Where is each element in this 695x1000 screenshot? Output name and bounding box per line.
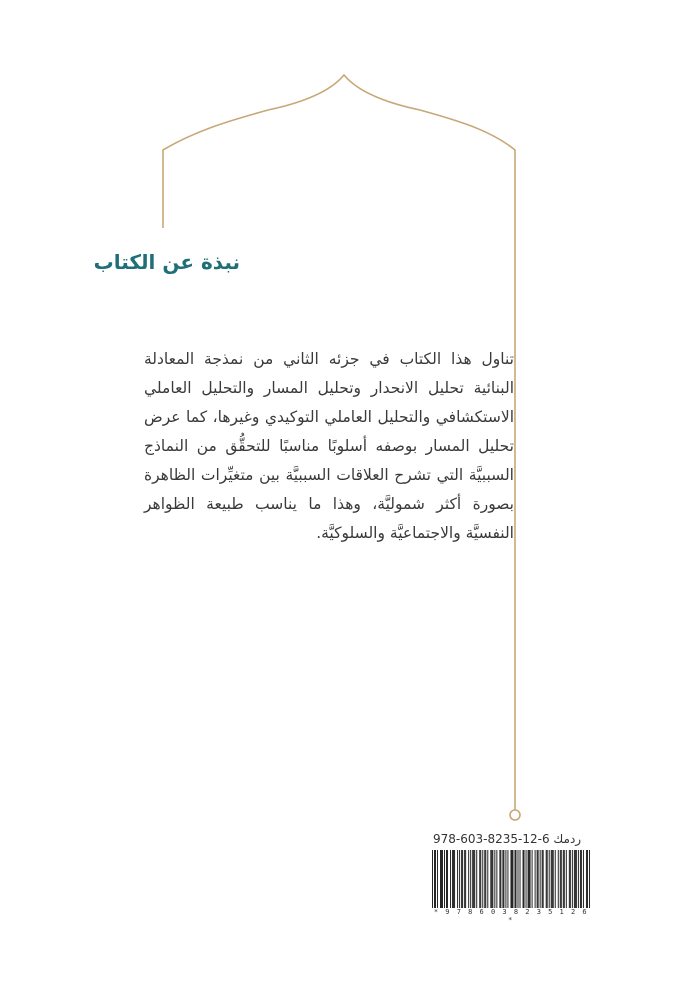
barcode-bar bbox=[432, 850, 433, 908]
barcode-bar bbox=[535, 850, 536, 908]
barcode-bar bbox=[447, 850, 448, 908]
barcode-bar bbox=[529, 850, 530, 908]
barcode-bar bbox=[441, 850, 442, 908]
barcode-bar bbox=[490, 850, 491, 908]
barcode-bar bbox=[453, 850, 454, 908]
barcode-bar bbox=[553, 850, 554, 908]
barcode-bar bbox=[580, 850, 581, 908]
barcode-bar bbox=[482, 850, 483, 908]
barcode-bar bbox=[464, 850, 465, 908]
barcode-bar bbox=[524, 850, 525, 908]
barcode-bar bbox=[549, 850, 550, 908]
barcode-bar bbox=[574, 850, 575, 908]
barcode-bar bbox=[474, 850, 475, 908]
barcode-bar bbox=[566, 850, 567, 908]
barcode-bar bbox=[547, 850, 548, 908]
barcode-bar bbox=[513, 850, 514, 908]
barcode-bar bbox=[516, 850, 517, 908]
barcode-bar bbox=[570, 850, 571, 908]
barcode-bar bbox=[454, 850, 455, 908]
barcode-bar bbox=[487, 850, 488, 908]
barcode-bar bbox=[444, 850, 445, 908]
barcode-bar bbox=[480, 850, 481, 908]
barcode-bar bbox=[551, 850, 552, 908]
barcode-bar bbox=[552, 850, 553, 908]
barcode-bar bbox=[496, 850, 497, 908]
barcode-bar bbox=[442, 850, 443, 908]
barcode-bar bbox=[502, 850, 503, 908]
barcode-bar bbox=[542, 850, 543, 908]
barcode-bar bbox=[491, 850, 492, 908]
barcode-bar bbox=[572, 850, 573, 908]
barcode-bar bbox=[563, 850, 564, 908]
barcode-bar bbox=[446, 850, 447, 908]
barcode-bar bbox=[450, 850, 451, 908]
barcode-bar bbox=[532, 850, 533, 908]
barcode-bar bbox=[511, 850, 512, 908]
barcode-bar bbox=[465, 850, 466, 908]
section-title: نبذة عن الكتاب bbox=[93, 250, 240, 274]
barcode-bar bbox=[581, 850, 582, 908]
barcode-bar bbox=[543, 850, 544, 908]
barcode-bar bbox=[546, 850, 547, 908]
barcode-bar bbox=[564, 850, 565, 908]
barcode-bar bbox=[479, 850, 480, 908]
barcode-bar bbox=[503, 850, 504, 908]
barcode-bar bbox=[512, 850, 513, 908]
barcode-bar bbox=[523, 850, 524, 908]
barcode-bar bbox=[500, 850, 501, 908]
barcode-bar bbox=[561, 850, 562, 908]
isbn-label: ردمك bbox=[553, 832, 582, 846]
barcode-bar bbox=[575, 850, 576, 908]
barcode-bar bbox=[507, 850, 508, 908]
barcode-bar bbox=[472, 850, 473, 908]
isbn-value: 978-603-8235-12-6 bbox=[433, 832, 550, 846]
book-description bbox=[144, 345, 514, 548]
barcode-bar bbox=[537, 850, 538, 908]
barcode-bar bbox=[485, 850, 486, 908]
barcode-bar bbox=[499, 850, 500, 908]
barcode-bar bbox=[473, 850, 474, 908]
barcode-bar bbox=[484, 850, 485, 908]
barcode-bar bbox=[583, 850, 584, 908]
barcode-bar bbox=[569, 850, 570, 908]
barcode-bar bbox=[540, 850, 541, 908]
barcode-bar bbox=[526, 850, 527, 908]
barcode-bar bbox=[587, 850, 588, 908]
barcode bbox=[432, 850, 590, 908]
barcode-bar bbox=[457, 850, 458, 908]
barcode-bar bbox=[468, 850, 469, 908]
barcode-bar bbox=[437, 850, 438, 908]
barcode-bar bbox=[494, 850, 495, 908]
barcode-digits: * 9 7 8 6 0 3 8 2 3 5 1 2 6 * bbox=[433, 908, 589, 924]
barcode-bar bbox=[538, 850, 539, 908]
barcode-bar bbox=[555, 850, 556, 908]
barcode-bar bbox=[520, 850, 521, 908]
barcode-bar bbox=[476, 850, 477, 908]
barcode-bar bbox=[462, 850, 463, 908]
barcode-bar bbox=[530, 850, 531, 908]
barcode-bar bbox=[434, 850, 435, 908]
barcode-bar bbox=[560, 850, 561, 908]
barcode-bar bbox=[452, 850, 453, 908]
barcode-bar bbox=[440, 850, 441, 908]
barcode-bar bbox=[528, 850, 529, 908]
barcode-bar bbox=[515, 850, 516, 908]
isbn-line bbox=[433, 831, 588, 847]
barcode-bar bbox=[461, 850, 462, 908]
barcode-bar bbox=[518, 850, 519, 908]
frame-end-dot bbox=[510, 810, 520, 820]
description-paragraph: تناول هذا الكتاب في جزئه الثاني من نمذجة المعادلة البنائية تحليل الانحدار وتحليل المسار والتحليل العاملي الاستكشافي والتحليل العاملي التوكيدي وغيرها، كما عرض تحليل المسار بوصفه أسلوبًا مناسبًا للتحقُّق من النماذج السببيَّة التي تشرح العلاقات السببيَّة بين متغيِّرات الظاهرة بصورة أكثر شموليَّة، وهذا ما يناسب طبيعة الظواهر النفسيَّة والاجتماعيَّة والسلوكيَّة. bbox=[144, 350, 514, 542]
barcode-bar bbox=[470, 850, 471, 908]
barcode-bar bbox=[586, 850, 587, 908]
barcode-bar bbox=[435, 850, 436, 908]
barcode-bar bbox=[578, 850, 579, 908]
barcode-bar bbox=[589, 850, 590, 908]
barcode-bar bbox=[558, 850, 559, 908]
barcode-bar bbox=[459, 850, 460, 908]
barcode-bar bbox=[576, 850, 577, 908]
barcode-bar bbox=[492, 850, 493, 908]
barcode-bar bbox=[505, 850, 506, 908]
